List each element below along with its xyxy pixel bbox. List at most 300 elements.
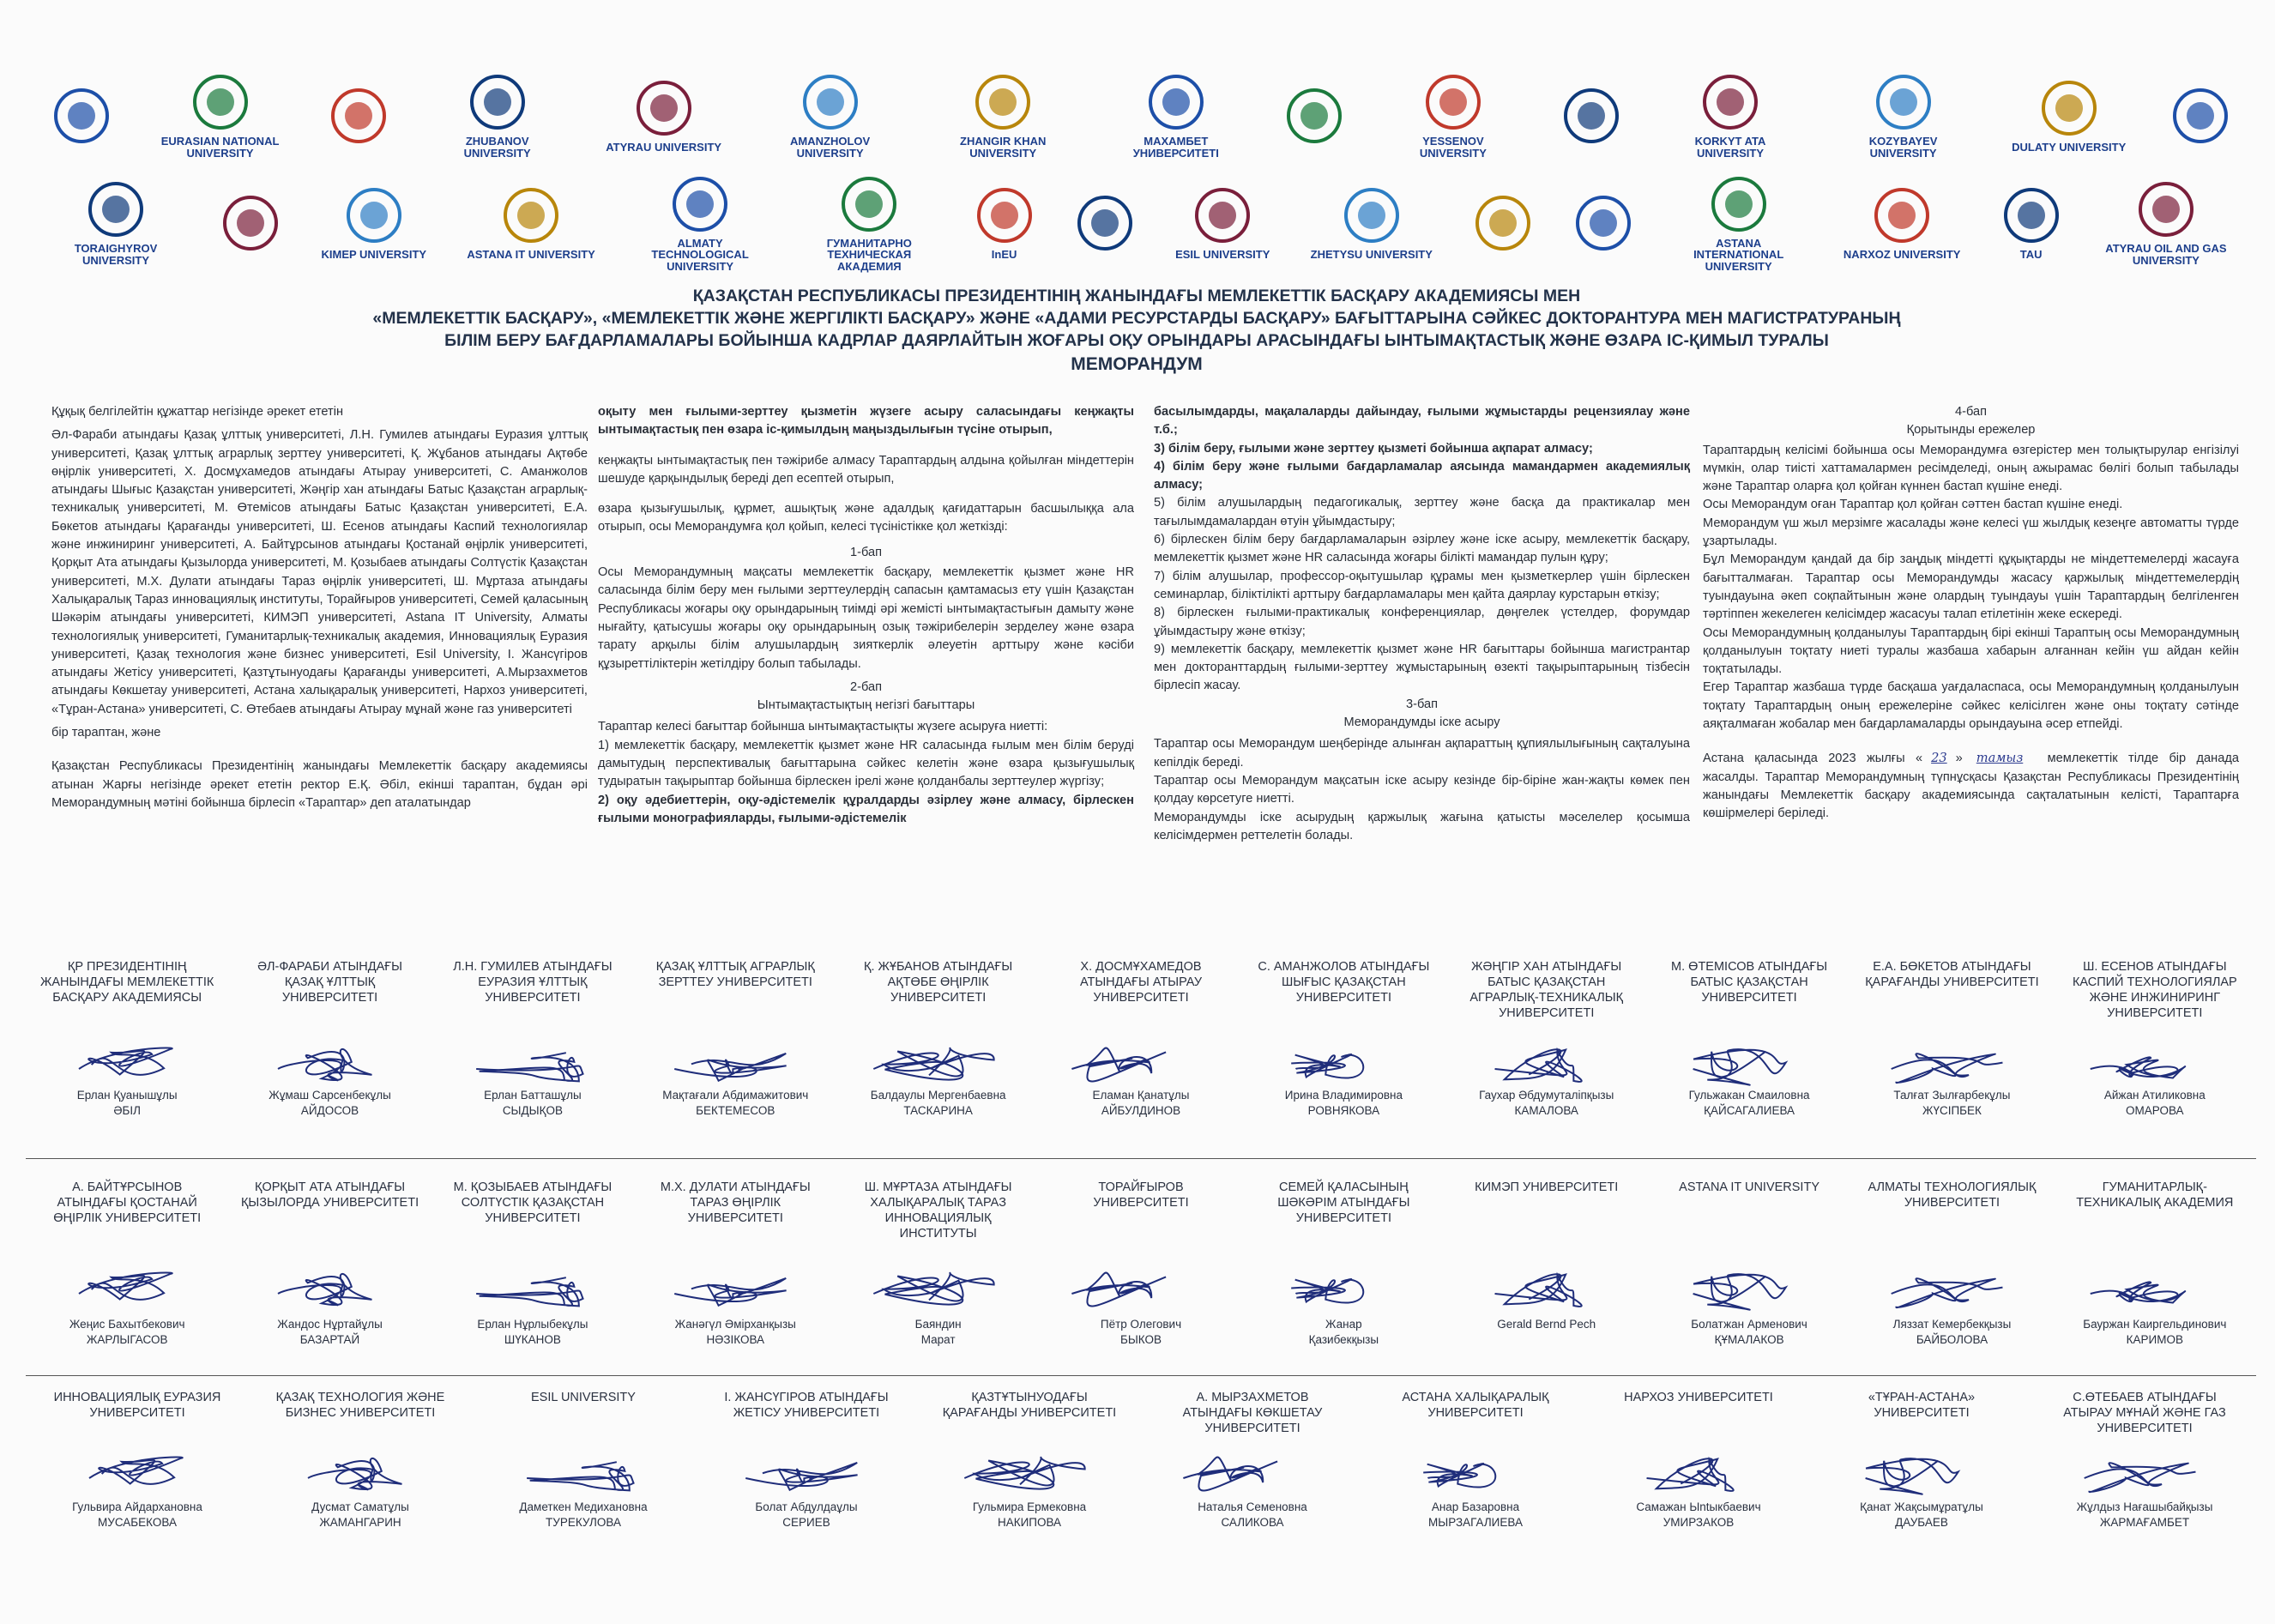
logo-label: ZHANGIR KHAN UNIVERSITY [960, 135, 1047, 160]
paragraph: Әл-Фараби атындағы Қазақ ұлттық университеті, Л.Н. Гумилев атындағы Еуразия ұлттық университеті, Қазақ ұлттық аграрлық зерттеу университеті, Қ. Жұбанов атындағы Ақтөбе өңірлік университеті, Х. Досмұхамедов атындағы Атырау университеті, С. Аманжолов атындағы Шығыс Қазақстан университеті, Жәңгір хан атындағы Батыс Қазақстан аграрлық-техникалық университеті, М. Өтемісов атындағы Батыс Қазақстан университеті, Е.А. Бөкетов атындағы Қарағанды университеті, Ш. Есенов атындағы Каспий технологиялар және инжиниринг университеті, А. Байтұрсынов атындағы Қостанай өңірлік университеті, Қорқыт Ата атындағы Қызылорда университеті, М. Қозыбаев атындағы Солтүстік Қазақстан университеті, М.Х. Дулати атындағы Тараз өңірлік университеті, Ш. Мұртаза атындағы Халықаралық Тараз инновациялық институты, Торайғыров университеті, Семей қаласының Шәкәрім атындағы университеті, КИМЭП университеті, Astana IT University, Алматы технологиялық университеті, Гуманитарлық-техникалық академия, Инновациялық Еуразия университеті, Қазақ технология және бизнес университеті, Esil University, І. Жансүгіров атындағы Жетісу университеті, Қазтұтынуодағы Қарағанды университеті, А.Мырзахметов атындағы Көкшетау университеті, Астана халықаралық университеті, Нархоз университеті, «Тұран-Астана» университеті, С. Өтебаев атындағы Атырау мұнай және газ университеті [51, 428, 588, 716]
logo-label: KOZYBAYEV UNIVERSITY [1868, 135, 1938, 160]
signatory-surname: СЕРИЕВ [782, 1516, 830, 1529]
paragraph: Меморандум үш жыл мерзімге жасалады және келесі үш жылдық кезеңге автоматты түрде ұзартылады. [1703, 516, 2239, 549]
title-line-1: ҚАЗАҚСТАН РЕСПУБЛИКАСЫ ПРЕЗИДЕНТІНІҢ ЖАНЫНДАҒЫ МЕМЛЕКЕТТІК БАСҚАРУ АКАДЕМИЯСЫ МЕН [692, 287, 1581, 305]
signatory-surname: САЛИКОВА [1221, 1516, 1284, 1529]
bekturov-logo [1284, 86, 1344, 146]
signatory-surname: БАЙБОЛОВА [1916, 1333, 1988, 1346]
signature-scribble [493, 1437, 673, 1506]
signatory-organization: ӘЛ-ФАРАБИ АТЫНДАҒЫ ҚАЗАҚ ҰЛТТЫҚ УНИВЕРСИТЕТІ [257, 960, 402, 1005]
signatory-surname: СЫДЫҚОВ [502, 1104, 563, 1117]
logo-label: YESSENOV UNIVERSITY [1419, 135, 1487, 160]
article-2-subheading: Ынтымақтастықтың негізгі бағыттары [757, 698, 975, 713]
logo-label: ESIL UNIVERSITY [1175, 248, 1270, 262]
logo-label: DULATY UNIVERSITY [2012, 141, 2127, 154]
signatory-block [1162, 1390, 1343, 1574]
signatory-first-name: Бауржан Каиргельдинович [2083, 1318, 2227, 1331]
emblem-icon [86, 179, 146, 239]
signatory-block [2065, 1180, 2245, 1364]
text-column-2 [598, 403, 1134, 828]
astana-it-logo [467, 185, 595, 261]
signatory-first-name: Жұлдыз Нағашыбайқызы [2076, 1500, 2213, 1513]
signature-row-3 [26, 1390, 2256, 1587]
signature-scribble [645, 1253, 825, 1321]
amanzholov-logo [766, 72, 895, 159]
signatory-block [240, 1180, 420, 1364]
paragraph: Тараптар осы Меморандум мақсатын іске асыру кезінде бір-біріне жан-жақты көмек пен қолдау көрсетуге ниетті. [1154, 773, 1690, 806]
emblem-icon [1573, 193, 1633, 253]
signature-scribble [2055, 1437, 2235, 1506]
logo-label: ALMATY TECHNOLOGICAL UNIVERSITY [651, 236, 749, 273]
signatory-organization: НАРХОЗ УНИВЕРСИТЕТІ [1624, 1391, 1773, 1404]
paragraph: бір тараптан, және [51, 726, 161, 740]
signatory-name [2065, 1088, 2245, 1119]
signatory-first-name: Болат Абдулдаұлы [755, 1500, 858, 1513]
handwritten-day: 23 [1931, 751, 1947, 766]
signatory-block [1051, 1180, 1231, 1364]
signatory-organization: ГУМАНИТАРЛЫҚ-ТЕХНИКАЛЫҚ АКАДЕМИЯ [2076, 1180, 2234, 1210]
signatory-organization: АЛМАТЫ ТЕХНОЛОГИЯЛЫҚ УНИВЕРСИТЕТІ [1868, 1180, 2037, 1210]
signatory-name [1253, 1317, 1433, 1348]
signatory-block [493, 1390, 673, 1574]
signatory-block [1608, 1390, 1789, 1574]
signature-scribble [848, 1253, 1029, 1321]
signature-scribble [1253, 1253, 1433, 1321]
signatory-name [443, 1317, 623, 1348]
signatory-organization: Ш. ЕСЕНОВ АТЫНДАҒЫ КАСПИЙ ТЕХНОЛОГИЯЛАР ЖӘНЕ ИНЖИНИРИНГ УНИВЕРСИТЕТІ [2072, 960, 2237, 1020]
signatory-block [1253, 959, 1433, 1144]
esil-logo [1175, 185, 1270, 261]
emblem-icon [329, 86, 389, 146]
aiu-logo [1675, 174, 1803, 273]
emblem-icon [973, 72, 1033, 132]
emblem-icon [2039, 78, 2099, 138]
signatory-first-name: Қанат Жақсымұратұлы [1860, 1500, 1983, 1513]
signatory-organization: КИМЭП УНИВЕРСИТЕТІ [1475, 1180, 1619, 1194]
signatory-organization: Х. ДОСМҰХАМЕДОВ АТЫНДАҒЫ АТЫРАУ УНИВЕРСИТЕТІ [1079, 960, 1203, 1005]
signatory-surname: ШҮКАНОВ [504, 1333, 561, 1346]
signatory-name [1253, 1088, 1433, 1119]
logo-label: NARXOZ UNIVERSITY [1843, 248, 1961, 262]
signatory-block [37, 959, 217, 1144]
signature-scribble [1385, 1437, 1566, 1506]
signatory-organization: М.Х. ДУЛАТИ АТЫНДАҒЫ ТАРАЗ ӨҢІРЛІК УНИВЕРСИТЕТІ [660, 1180, 811, 1225]
signatory-first-name: Гульжакан Смаиловна [1688, 1089, 1810, 1102]
paragraph: 5) білім алушылардың педагогикалық, зерттеу және басқа да практикалар мен тағылымдамалардан өтуін ұйымдастыру; [1154, 496, 1690, 528]
paragraph: Бұл Меморандум қандай да бір заңдық міндетті құқықтарды не міндеттемелерді жасауға бағытталмаған. Тараптар осы Меморандумды жасасу қаржылық міндеттемелердің туындауына әкеп соқпайтынын және олардың туындауы үшін Тараптардың белгіленген тәртіппен жекелеген келісімдер жасасуы талап етілетінін жеке ескереді. [1703, 552, 2239, 622]
text-column-1 [51, 403, 588, 818]
emblem-icon [220, 193, 281, 253]
signatory-organization: ИННОВАЦИЯЛЫҚ ЕУРАЗИЯ УНИВЕРСИТЕТІ [53, 1391, 221, 1420]
signatory-organization: ЖӘҢГІР ХАН АТЫНДАҒЫ БАТЫС ҚАЗАҚСТАН АГРАРЛЫҚ-ТЕХНИКАЛЫҚ УНИВЕРСИТЕТІ [1469, 960, 1624, 1020]
signatory-name [716, 1500, 896, 1530]
signatory-first-name: Самажан Ыntыкбаевич [1636, 1500, 1761, 1513]
agrarian-logo [329, 86, 389, 146]
paragraph: 1) мемлекеттік басқару, мемлекеттік қызмет және HR саласында ғылым мен білім беруді дамытудың перспективалық бағыттарына сәйкес келетін және өзара қызығушылық тудыратын тақырыптар бойынша бірлескен ірелі және қолданбалы зерттеулер жүргізу; [598, 738, 1134, 789]
signature-scribble [1659, 1028, 1839, 1096]
title-line-3: БІЛІМ БЕРУ БАҒДАРЛАМАЛАРЫ БОЙЫНША КАДРЛАР ДАЯРЛАЙТЫН ЖОҒАРЫ ОҚУ ОРЫНДАРЫ АРАСЫНДАҒЫ ЫНТЫМАҚТАСТЫҚ ЖӘНЕ ӨЗАРА ІС-ҚИМЫЛ ТУРАЛЫ [444, 331, 1829, 350]
signatory-name [1051, 1317, 1231, 1348]
emblem-icon [839, 174, 899, 234]
logo-label: KORKYT ATA UNIVERSITY [1694, 135, 1766, 160]
signatory-organization: Е.А. БӨКЕТОВ АТЫНДАҒЫ ҚАРАҒАНДЫ УНИВЕРСИТЕТІ [1865, 960, 2039, 989]
signature-scribble [37, 1253, 217, 1321]
signatory-first-name: Ерлан Қуанышұлы [76, 1089, 178, 1102]
signature-scribble [1862, 1253, 2042, 1321]
signatory-organization: ҚАЗТҰТЫНУОДАҒЫ ҚАРАҒАНДЫ УНИВЕРСИТЕТІ [942, 1391, 1117, 1420]
signatory-organization: ТОРАЙҒЫРОВ УНИВЕРСИТЕТІ [1093, 1180, 1189, 1210]
signatory-surname: ЖАРМАҒАМБЕТ [2099, 1516, 2190, 1529]
paragraph: 2) оқу әдебиеттерін, оқу-әдістемелік құралдарды әзірлеу және алмасу, бірлескен ғылыми монографияларды, ғылыми-әдістемелік [598, 793, 1134, 825]
emblem-icon [1709, 174, 1769, 234]
signature-scribble [1659, 1253, 1839, 1321]
signatory-surname: ЖҮСІПБЕК [1922, 1104, 1982, 1117]
logo-label: ZHETYSU UNIVERSITY [1310, 248, 1433, 262]
emblem-icon [190, 72, 250, 132]
signatory-first-name: Жеңис Бахытбекович [69, 1318, 185, 1331]
signatory-organization: ҚАЗАҚ ҰЛТТЫҚ АГРАРЛЫҚ ЗЕРТТЕУ УНИВЕРСИТЕТІ [655, 960, 815, 989]
signatory-name [37, 1088, 217, 1119]
makhambet-logo [1112, 72, 1240, 159]
signatory-surname: НАКИПОВА [997, 1516, 1062, 1529]
signatory-name [1831, 1500, 2012, 1530]
signature-scribble [716, 1437, 896, 1506]
paragraph: Тараптардың келісімі бойынша осы Меморандумға өзгерістер мен толықтырулар енгізілуі мүмкін, олар тиісті хаттамалармен ресімделеді, оның ажырамас бөлігі болып табылады және Тараптар оларға қол қойған күннен бастап күшіне енеді. [1703, 443, 2239, 494]
signatory-block [645, 959, 825, 1144]
signatory-name [47, 1500, 227, 1530]
emblem-icon [634, 78, 694, 138]
paragraph: басылымдарды, мақалаларды дайындау, ғылыми жұмыстарды рецензиялау және т.б.; [1154, 405, 1690, 438]
divider [26, 1375, 2256, 1376]
signatory-name [848, 1088, 1029, 1119]
logo-label: ГУМАНИТАРНО ТЕХНИЧЕСКАЯ АКАДЕМИЯ [826, 236, 912, 273]
signatory-name [493, 1500, 673, 1530]
emblem-icon [468, 72, 528, 132]
signatory-first-name: Талғат Зылғарбекұлы [1893, 1089, 2011, 1102]
paragraph: 6) бірлескен білім беру бағдарламаларын әзірлеу және іске асыру, мемлекеттік басқару, мемлекеттік қызмет және HR саласында жоғары білікті мамандар пулын құру; [1154, 533, 1690, 565]
dulaty-logo [2012, 78, 2126, 154]
signature-row-2 [26, 1180, 2256, 1377]
logo-label: KIMEP UNIVERSITY [321, 248, 427, 262]
signatory-block [443, 1180, 623, 1364]
signature-scribble [1051, 1028, 1231, 1096]
signature-scribble [2065, 1253, 2245, 1321]
signatory-block [1862, 1180, 2042, 1364]
signatory-block [1862, 959, 2042, 1144]
paragraph: 8) бірлескен ғылыми-практикалық конференциялар, дөңгелек үстелдер, форумдар ұйымдастыру және өткізу; [1154, 606, 1690, 638]
signatory-block [1457, 959, 1637, 1144]
signatory-surname: ҚҰМАЛАКОВ [1714, 1333, 1784, 1346]
signatory-organization: І. ЖАНСҮГІРОВ АТЫНДАҒЫ ЖЕТІСУ УНИВЕРСИТЕТІ [724, 1391, 889, 1420]
emblem-icon [1423, 72, 1483, 132]
signatory-block [1385, 1390, 1566, 1574]
signatory-organization: Л.Н. ГУМИЛЕВ АТЫНДАҒЫ ЕУРАЗИЯ ҰЛТТЫҚ УНИВЕРСИТЕТІ [453, 960, 612, 1005]
signatory-organization: А. БАЙТҰРСЫНОВ АТЫНДАҒЫ ҚОСТАНАЙ ӨҢІРЛІК УНИВЕРСИТЕТІ [53, 1180, 202, 1225]
emblem-icon [1872, 185, 1932, 245]
signatory-surname: РОВНЯКОВА [1307, 1104, 1380, 1117]
signatory-first-name: Болатжан Арменович [1691, 1318, 1807, 1331]
signatory-first-name: Дусмат Саматұлы [311, 1500, 409, 1513]
emblem-icon [51, 86, 112, 146]
signature-scribble [1457, 1253, 1637, 1321]
signature-scribble [939, 1437, 1119, 1506]
signatory-block [939, 1390, 1119, 1574]
signatory-block [2065, 959, 2245, 1144]
signatory-name [1862, 1088, 2042, 1119]
signatory-name [645, 1088, 825, 1119]
paragraph: оқыту мен ғылыми-зерттеу қызметін жүзеге асыру саласындағы кеңжақты ынтымақтастық пен өзара іс-қимылдың маңыздылығын түсіне отырып, [598, 405, 1134, 438]
signatory-first-name: Ирина Владимировна [1284, 1089, 1403, 1102]
signatory-first-name: Даметкен Медихановна [519, 1500, 648, 1513]
signature-scribble [240, 1028, 420, 1096]
paragraph: Тараптар келесі бағыттар бойынша ынтымақтастықты жүзеге асыруға ниетті: [598, 720, 1048, 734]
signatory-first-name: Гульвира Айдархановна [72, 1500, 202, 1513]
signatory-surname: БЫКОВ [1119, 1333, 1162, 1346]
signatory-name [443, 1088, 623, 1119]
signatory-organization: «ТҰРАН-АСТАНА» УНИВЕРСИТЕТІ [1868, 1391, 1976, 1420]
emblem-icon [1561, 86, 1621, 146]
signatory-first-name: Ерлан Нұрлыбекұлы [477, 1318, 588, 1331]
semey-logo [220, 193, 281, 253]
signatory-surname: БАЗАРТАЙ [299, 1333, 360, 1346]
paragraph: 3) білім беру, ғылыми және зерттеу қызметі бойынша ақпарат алмасу; [1154, 441, 1593, 456]
signatory-name [1385, 1500, 1566, 1530]
article-3-heading: 3-бап [1405, 697, 1439, 711]
signatory-organization: ҚР ПРЕЗИДЕНТІНІҢ ЖАНЫНДАҒЫ МЕМЛЕКЕТТІК БАСҚАРУ АКАДЕМИЯСЫ [39, 960, 214, 1005]
gear-logo [1473, 193, 1533, 253]
signatory-organization: Ш. МҰРТАЗА АТЫНДАҒЫ ХАЛЫҚАРАЛЫҚ ТАРАЗ ИННОВАЦИЯЛЫҚ ИНСТИТУТЫ [864, 1180, 1012, 1241]
signatory-first-name: Гульмира Ермековна [972, 1500, 1087, 1513]
signatory-organization: ҚОРҚЫТ АТА АТЫНДАҒЫ ҚЫЗЫЛОРДА УНИВЕРСИТЕТІ [240, 1180, 419, 1210]
signature-scribble [1831, 1437, 2012, 1506]
signatory-name [848, 1317, 1029, 1348]
signatory-name [2065, 1317, 2245, 1348]
signatory-surname: ТАСКАРИНА [903, 1104, 973, 1117]
signature-scribble [848, 1028, 1029, 1096]
signatory-surname: АЙБУЛДИНОВ [1101, 1104, 1181, 1117]
karaganda-logo [1573, 193, 1633, 253]
signature-scribble [270, 1437, 450, 1506]
emblem-icon [800, 72, 860, 132]
signatory-block [2055, 1390, 2235, 1574]
paragraph: Қазақстан Республикасы Президентінің жанындағы Мемлекеттік басқару академиясы атынан Жарғы негізінде әрекет ететін ректор Е.Қ. Әбіл, екінші тараптан, бұдан әрі Меморандумның мәтіні бойынша бірлесіп «Тараптар» деп аталатындар [51, 759, 588, 810]
toraighyrov-logo [51, 179, 180, 266]
logo-row-bottom [51, 159, 2230, 287]
article-2-heading: 2-бап [849, 679, 883, 694]
signatory-organization: М. ҚОЗЫБАЕВ АТЫНДАҒЫ СОЛТҮСТІК ҚАЗАҚСТАН УНИВЕРСИТЕТІ [453, 1180, 612, 1225]
signatory-name [37, 1317, 217, 1348]
signature-scribble [645, 1028, 825, 1096]
signatory-surname: ТУРЕКУЛОВА [546, 1516, 621, 1529]
signatory-organization: СЕМЕЙ ҚАЛАСЫНЫҢ ШӘКӘРІМ АТЫНДАҒЫ УНИВЕРСИТЕТІ [1277, 1180, 1410, 1225]
signature-row-1 [26, 959, 2256, 1144]
kimep-logo [322, 185, 427, 261]
signatory-surname: Марат [920, 1333, 956, 1346]
emblem-icon [2001, 185, 2061, 245]
baitursynov-logo [1561, 86, 1621, 146]
signatory-first-name: Айжан Атиликовна [2103, 1089, 2206, 1102]
signatory-surname: БЕКТЕМЕСОВ [696, 1104, 775, 1117]
signatory-block [848, 1180, 1029, 1364]
paragraph: Осы Меморандум оған Тараптар қол қойған сәттен бастап күшіне енеді. [1703, 498, 2123, 512]
signatory-name [2055, 1500, 2235, 1530]
ineu-logo [975, 185, 1035, 261]
logo-label: МАХАМБЕТ УНИВЕРСИТЕТІ [1132, 135, 1219, 160]
signatory-name [1659, 1088, 1839, 1119]
signatory-name [645, 1317, 825, 1348]
signature-scribble [37, 1028, 217, 1096]
signature-scribble [1608, 1437, 1789, 1506]
signatory-block [1659, 1180, 1839, 1364]
signatory-surname: ӘБІЛ [113, 1104, 141, 1117]
paragraph: Осы Меморандумның қолданылуы Тараптардың бірі екінші Тараптың осы Меморандумның қолданылуын тоқтату ниеті туралы жазбаша хабарын алғаннан кейін үш айдан кейін тоқтатылады. [1703, 625, 2239, 677]
signatory-surname: НӘЗІКОВА [706, 1333, 765, 1346]
signature-scribble [1457, 1028, 1637, 1096]
logo-label: ASTANA IT UNIVERSITY [467, 248, 595, 262]
signatory-block [848, 959, 1029, 1144]
emblem-icon [2136, 179, 2196, 239]
paragraph: Егер Тараптар жазбаша түрде басқаша уағдаласпаса, осы Меморандумның қолданылуын тоқтату Тараптардың оның ережелеріне сәйкес келісілген және оны тоқтату сәтінде аяқталмаған жобалар мен бағдарламаларды орындауына әсер етпейді. [1703, 680, 2239, 732]
signatory-organization: ESIL UNIVERSITY [531, 1391, 636, 1404]
signatory-block [443, 959, 623, 1144]
signatory-block [47, 1390, 227, 1574]
signatory-name [1457, 1088, 1637, 1119]
eurasian-logo [156, 72, 285, 159]
paragraph: 9) мемлекеттік басқару, мемлекеттік қызмет және HR бағыттары бойынша магистрантар мен докторанттардың ғылыми-зерттеу жұмыстарының өзекті тақырыптарының тізбесін бірлесіп жасау. [1154, 642, 1690, 693]
emblem-icon [1342, 185, 1402, 245]
title-line-2: «МЕМЛЕКЕТТІК БАСҚАРУ», «МЕМЛЕКЕТТІК ЖӘНЕ ЖЕРГІЛІКТІ БАСҚАРУ» ЖӘНЕ «АДАМИ РЕСУРСТАРДЫ БАСҚАРУ» БАҒЫТТАРЫНА СӘЙКЕС ДОКТОРАНТУРА МЕН МАГИСТРАТУРАНЫҢ [372, 309, 1901, 328]
kazakh-state-emblem-logo [51, 86, 112, 146]
signatory-surname: ОМАРОВА [2126, 1104, 2184, 1117]
signatory-surname: МЫРЗАГАЛИЕВА [1428, 1516, 1523, 1529]
logo-label: AMANZHOLOV UNIVERSITY [790, 135, 871, 160]
signatory-block [1831, 1390, 2012, 1574]
logo-label: ATYRAU UNIVERSITY [606, 141, 722, 154]
atu-logo [636, 174, 764, 273]
signature-scribble [1253, 1028, 1433, 1096]
signatory-organization: ASTANA IT UNIVERSITY [1679, 1180, 1819, 1194]
signatory-surname: ҚАЙСАГАЛИЕВА [1704, 1104, 1795, 1117]
signatory-first-name: Жандос Нұртайұлы [277, 1318, 383, 1331]
signatory-surname: УМИРЗАКОВ [1662, 1516, 1735, 1529]
article-4-heading: 4-бап [1954, 405, 1988, 419]
signatory-organization: С.ӨТЕБАЕВ АТЫНДАҒЫ АТЫРАУ МҰНАЙ ЖӘНЕ ГАЗ УНИВЕРСИТЕТІ [2063, 1391, 2226, 1435]
signatory-organization: Қ. ЖҰБАНОВ АТЫНДАҒЫ АҚТӨБЕ ӨҢІРЛІК УНИВЕРСИТЕТІ [864, 960, 1013, 1005]
emblem-icon [2170, 86, 2230, 146]
korkyt-logo [1666, 72, 1795, 159]
logo-label: ATYRAU OIL AND GAS UNIVERSITY [2105, 242, 2227, 267]
signatory-organization: С. АМАНЖОЛОВ АТЫНДАҒЫ ШЫҒЫС ҚАЗАҚСТАН УНИВЕРСИТЕТІ [1258, 960, 1430, 1005]
article-4-subheading: Қорытынды ережелер [1906, 423, 2036, 438]
signatory-organization: АСТАНА ХАЛЫҚАРАЛЫҚ УНИВЕРСИТЕТІ [1402, 1391, 1549, 1420]
signatory-block [240, 959, 420, 1144]
signatory-surname: КАРИМОВ [2126, 1333, 2183, 1346]
signatory-name [240, 1317, 420, 1348]
text-column-4 [1703, 403, 2239, 829]
signatory-name [1608, 1500, 1789, 1530]
article-1-heading: 1-бап [849, 545, 883, 559]
divider [26, 1158, 2256, 1159]
signatory-first-name: Анар Базаровна [1431, 1500, 1520, 1513]
date-text-start: Астана қаласында 2023 жылғы « [1703, 752, 1923, 766]
signatory-first-name: Жанәгүл Әмірханқызы [674, 1318, 796, 1331]
signature-scribble [1162, 1437, 1343, 1506]
signature-scribble [1862, 1028, 2042, 1096]
logo-label: EURASIAN NATIONAL UNIVERSITY [160, 135, 280, 160]
paragraph: кеңжақты ынтымақтастық пен тәжірибе алмасу Тараптардың алдына қойылған міндеттерін шешуде қарқындылық береді деп есептей отырып, [598, 453, 1134, 486]
date-text-quote: » [1955, 752, 1963, 766]
signatory-first-name: Ляззат Кемербекқызы [1892, 1318, 2012, 1331]
emblem-icon [344, 185, 404, 245]
paragraph: Тараптар осы Меморандум шеңберінде алынған ақпараттың құпиялылығының сақталуына кепілдік береді. [1154, 737, 1690, 770]
article-3-subheading: Меморандумды іске асыру [1343, 715, 1500, 730]
paragraph: Құқық белгілейтін құжаттар негізінде әрекет ететін [51, 405, 344, 419]
signatory-first-name: Пётр Олегович [1100, 1318, 1182, 1331]
signatory-first-name: Мақтағали Абдимажитович [662, 1089, 809, 1102]
title-memorandum: МЕМОРАНДУМ [1071, 354, 1203, 374]
emblem-icon [1075, 193, 1135, 253]
emblem-icon [670, 174, 730, 234]
zhangir-logo [938, 72, 1067, 159]
signatory-name [240, 1088, 420, 1119]
signature-scribble [240, 1253, 420, 1321]
signatory-surname: Қазибекқызы [1308, 1333, 1379, 1346]
signatory-name [1659, 1317, 1839, 1348]
logo-label: TAU [2019, 248, 2043, 262]
paragraph: өзара қызығушылық, құрмет, ашықтық және адалдық қағидаттарын басшылыққа ала отырып, осы Меморандумға қол қойып, келесі түсіністікке қол жеткізді: [598, 502, 1134, 534]
emblem-icon [1284, 86, 1344, 146]
memorandum-title [257, 285, 2016, 376]
signatory-block [1051, 959, 1231, 1144]
signatory-block [645, 1180, 825, 1364]
gta-logo [805, 174, 933, 273]
signatory-block [716, 1390, 896, 1574]
emblem-icon [1874, 72, 1934, 132]
zhubanov-logo [433, 72, 562, 159]
emblem-icon [1146, 72, 1206, 132]
handwritten-month: тамыз [1976, 751, 2024, 766]
signatory-name [1051, 1088, 1231, 1119]
signatory-first-name: Ерлан Батташұлы [484, 1089, 582, 1102]
tau-logo [2001, 185, 2061, 261]
yessenov-logo [1389, 72, 1518, 159]
kozybayev-logo [1839, 72, 1968, 159]
signatory-organization: М. ӨТЕМІСОВ АТЫНДАҒЫ БАТЫС ҚАЗАҚСТАН УНИВЕРСИТЕТІ [1671, 960, 1828, 1005]
atyrau-logo [606, 78, 721, 154]
signatory-surname: ДАУБАЕВ [1895, 1516, 1948, 1529]
signatory-organization: А. МЫРЗАХМЕТОВ АТЫНДАҒЫ КӨКШЕТАУ УНИВЕРСИТЕТІ [1182, 1391, 1323, 1435]
tp-logo [2170, 86, 2230, 146]
signatory-surname: МУСАБЕКОВА [98, 1516, 177, 1529]
kaztbu-logo [1075, 193, 1135, 253]
signatory-block [1457, 1180, 1637, 1364]
emblem-icon [975, 185, 1035, 245]
signatory-block [1253, 1180, 1433, 1364]
paragraph: Осы Меморандумның мақсаты мемлекеттік басқару, мемлекеттік қызмет және HR саласында білім беру мен ғылыми зерттеулердің сапасын қамтамасыз ету үшін Қазақстан Республикасы жоғары оқу орындарының тиімді әрі жемісті ынтымақтастығын дамыту және нығайту, қатысушы жоғары оқу орындарының озық тәжірибелерін зерделеу және өзара тарату арқылы білім алушылардың зияткерлік әлеуетін арттыру және кәсіби құзыреттіліктерін жетілдіру болып табылады. [598, 565, 1134, 671]
paragraph: Меморандумды іске асырудың қаржылық жағына қатысты мәселелер қосымша келісімдермен реттелетін болады. [1154, 810, 1690, 842]
signatory-first-name: Балдаулы Мергенбаевна [870, 1089, 1006, 1102]
signature-scribble [1051, 1253, 1231, 1321]
emblem-icon [1700, 72, 1760, 132]
signatory-surname: ЖАМАНГАРИН [319, 1516, 401, 1529]
signatory-surname: ЖАРЛЫГАСОВ [86, 1333, 168, 1346]
signatory-name [1457, 1317, 1637, 1332]
signature-scribble [2065, 1028, 2245, 1096]
logo-label: InEU [991, 248, 1017, 262]
signature-scribble [47, 1437, 227, 1506]
signature-scribble [443, 1028, 623, 1096]
signatory-block [1659, 959, 1839, 1144]
